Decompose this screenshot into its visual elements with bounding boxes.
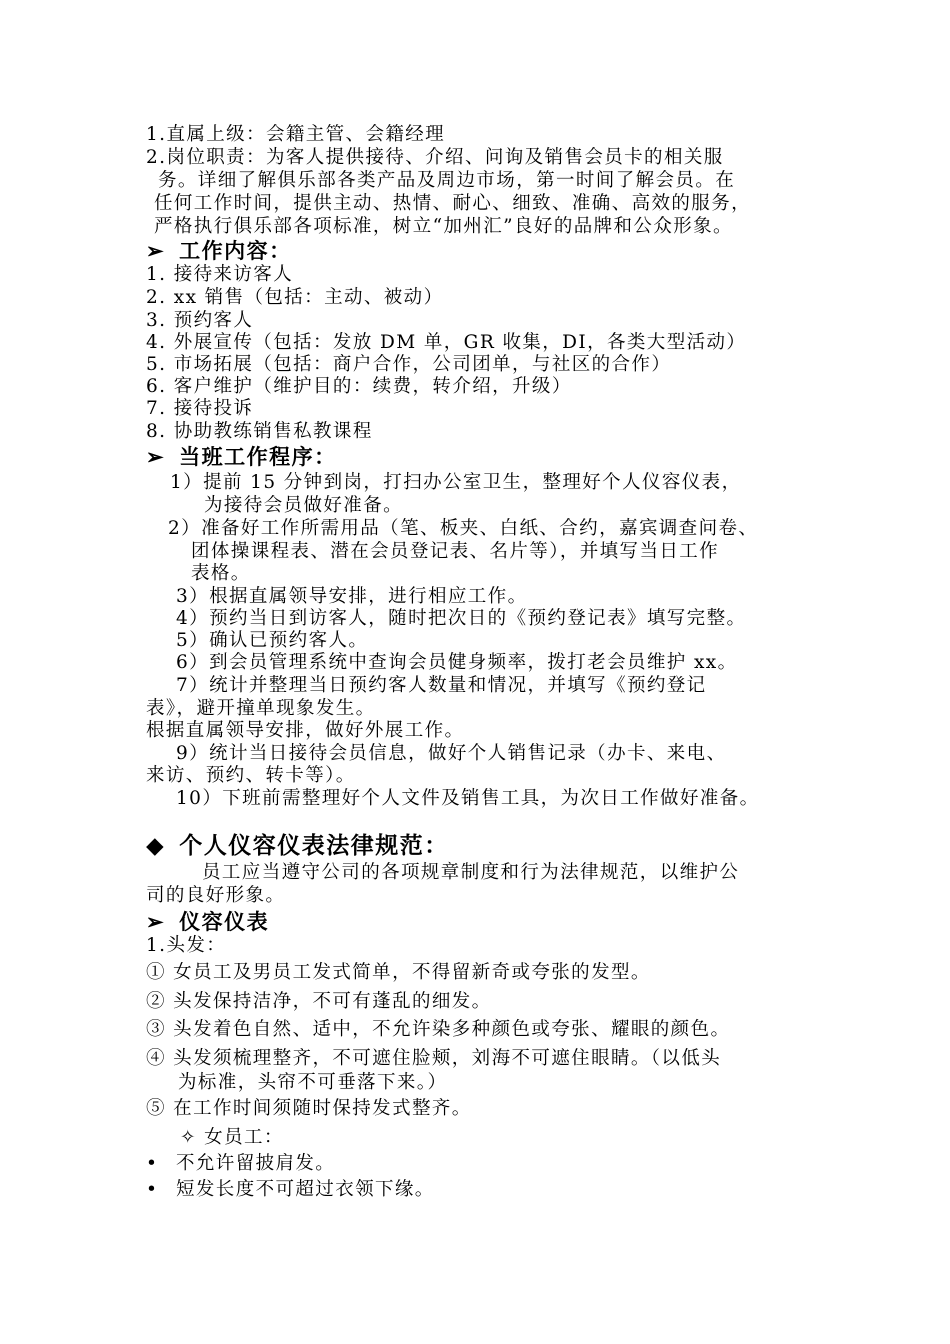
- procedure-line: 2）准备好工作所需用品（笔、板夹、白纸、合约，嘉宾调查问卷、: [168, 518, 759, 539]
- hair-rule: ① 女员工及男员工发式简单，不得留新奇或夸张的发型。: [146, 962, 651, 983]
- list-item: 6. 客户维护（维护目的：续费，转介绍，升级）: [146, 376, 572, 397]
- work-content-title: 工作内容：: [179, 238, 292, 263]
- procedure-line: 表》，避开撞单现象发生。: [146, 698, 376, 719]
- list-item: 8. 协助教练销售私教课程: [146, 421, 373, 442]
- list-item: 5. 市场拓展（包括：商户合作，公司团单，与社区的合作）: [146, 354, 672, 375]
- duty-line-2: 务。详细了解俱乐部各类产品及周边市场，第一时间了解会员。在: [158, 170, 736, 191]
- supervisor-line: 1.直属上级：会籍主管、会籍经理: [146, 124, 446, 145]
- procedure-line: 5）确认已预约客人。: [176, 630, 369, 651]
- work-content-heading: [146, 238, 292, 264]
- list-item: 1. 接待来访客人: [146, 264, 294, 285]
- arrow-bullet-icon: ➢: [146, 238, 166, 263]
- procedure-line: 4）预约当日到访客人，随时把次日的《预约登记表》填写完整。: [176, 608, 747, 629]
- shift-procedure-heading: [146, 444, 337, 470]
- appearance-heading: [146, 909, 269, 935]
- law-paragraph-line: 司的良好形象。: [146, 885, 286, 906]
- appearance-law-heading: [146, 832, 449, 860]
- bullet-icon: •: [146, 1179, 159, 1200]
- female-rule: [146, 1153, 335, 1175]
- duty-line-4: 严格执行俱乐部各项标准，树立“加州汇”良好的品牌和公众形象。: [154, 216, 733, 237]
- shift-procedure-title: 当班工作程序：: [179, 444, 337, 469]
- duty-line-3: 任何工作时间，提供主动、热情、耐心、细致、准确、高效的服务，: [154, 193, 752, 214]
- procedure-line: 表格。: [191, 563, 251, 584]
- hair-rule: ⑤ 在工作时间须随时保持发式整齐。: [146, 1098, 472, 1119]
- female-staff-label: ✧ 女员工：: [180, 1127, 284, 1148]
- female-rule-text: 不允许留披肩发。: [176, 1153, 336, 1174]
- female-rule-text: 短发长度不可超过衣领下缘。: [176, 1179, 435, 1200]
- arrow-bullet-icon: ➢: [146, 444, 166, 469]
- hair-label: 1.头发：: [146, 935, 227, 956]
- law-paragraph-line: 员工应当遵守公司的各项规章制度和行为法律规范，以维护公: [202, 862, 740, 883]
- procedure-line: 3）根据直属领导安排，进行相应工作。: [176, 586, 528, 607]
- list-item: 2. xx 销售（包括：主动、被动）: [146, 287, 444, 308]
- female-rule: [146, 1179, 435, 1201]
- procedure-line: 为接待会员做好准备。: [204, 495, 404, 516]
- list-item: 4. 外展宣传（包括：发放 DM 单，GR 收集，DI，各类大型活动）: [146, 332, 747, 353]
- duty-line-1: 2.岗位职责：为客人提供接待、介绍、问询及销售会员卡的相关服: [146, 147, 724, 168]
- list-item: 7. 接待投诉: [146, 398, 254, 419]
- arrow-bullet-icon: ➢: [146, 909, 166, 934]
- appearance-title: 仪容仪表: [179, 909, 270, 934]
- hair-rule: ④ 头发须梳理整齐，不可遮住脸颊，刘海不可遮住眼睛。（以低头: [146, 1048, 722, 1069]
- procedure-line: 9）统计当日接待会员信息，做好个人销售记录（办卡、来电、: [176, 743, 727, 764]
- bullet-icon: •: [146, 1153, 159, 1174]
- appearance-law-title: 个人仪容仪表法律规范：: [179, 832, 449, 859]
- hair-rule: ② 头发保持洁净，不可有蓬乱的细发。: [146, 991, 492, 1012]
- list-item: 3. 预约客人: [146, 310, 254, 331]
- procedure-line: 根据直属领导安排，做好外展工作。: [146, 720, 465, 741]
- procedure-line: 1）提前 15 分钟到岗，打扫办公室卫生，整理好个人仪容仪表，: [170, 472, 742, 493]
- hair-rule: ③ 头发着色自然、适中，不允许染多种颜色或夸张、耀眼的颜色。: [146, 1019, 731, 1040]
- procedure-line: 6）到会员管理系统中查询会员健身频率，拨打老会员维护 xx。: [176, 652, 738, 673]
- procedure-line: 10）下班前需整理好个人文件及销售工具，为次日工作做好准备。: [176, 788, 760, 809]
- diamond-bullet-icon: ◆: [146, 832, 166, 859]
- procedure-line: 团体操课程表、潜在会员登记表、名片等），并填写当日工作: [191, 541, 720, 562]
- procedure-line: 7）统计并整理当日预约客人数量和情况，并填写《预约登记: [176, 675, 707, 696]
- procedure-line: 来访、预约、转卡等）。: [146, 765, 356, 786]
- hair-rule: 为标准，头帘不可垂落下来。）: [178, 1072, 448, 1093]
